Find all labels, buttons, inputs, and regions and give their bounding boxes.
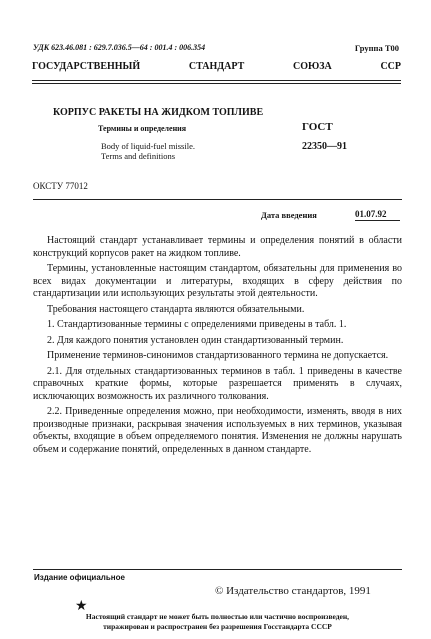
official-edition-label: Издание официальное [34, 573, 125, 582]
document-subtitle: Термины и определения [98, 124, 187, 133]
english-title-line2: Terms and definitions [101, 151, 176, 161]
copyright-notice: © Издательство стандартов, 1991 [215, 585, 371, 597]
reproduction-notice [33, 612, 402, 632]
intro-date-label: Дата введения [261, 210, 317, 220]
group-code: Группа Т00 [354, 43, 399, 53]
paragraph: Применение терминов-синонимов стандартизованного термина не допускается. [47, 350, 389, 361]
reproduction-notice-line1: Настоящий стандарт не может быть полностью или частично воспроизведен, [85, 612, 350, 621]
reproduction-notice-line2: тиражирован и распространен без разрешения Госстандарта СССР [103, 622, 332, 631]
header-rule-top [32, 80, 401, 81]
gost-label: ГОСТ [302, 121, 333, 133]
paragraph: 1. Стандартизованные термины с определениями приведены в табл. 1. [47, 319, 347, 330]
body-text [33, 235, 402, 456]
paragraph: 2. Для каждого понятия установлен один стандартизованный термин. [47, 334, 344, 346]
footer-rule [33, 569, 402, 570]
gost-number: 22350—91 [302, 141, 347, 152]
intro-date-value: 01.07.92 [355, 209, 387, 219]
udk-code: УДК 623.46.081 : 629.7.036.5—64 : 001.4 : 006.354 [33, 43, 206, 52]
paragraph: 2.1. Для отдельных стандартизованных терминов в табл. 1 приведены в качестве справочных краткие формы, которые разрешается применять в случаях, исключающих возможность их различного толкования. [33, 365, 402, 402]
paragraph: Требования настоящего стандарта являются обязательными. [47, 303, 305, 315]
english-title-line1: Body of liquid-fuel missile. [101, 141, 195, 151]
intro-date-underline [355, 220, 400, 221]
paragraph: 2.2. Приведенные определения можно, при необходимости, изменять, вводя в них производные признаки, раскрывая значения используемых в них терминов, указывая объекты, входящие в объем определяемого понятия. Изменения не должны нарушать объем и содержание понятий, определенных в данном стандарте. [33, 406, 402, 455]
paragraph: Термины, установленные настоящим стандартом, обязательны для применения во всех видах документации и литературы, входящих в сферу действия по стандартизации или использующих результаты этой деятельности. [33, 263, 402, 299]
document-title: КОРПУС РАКЕТЫ НА ЖИДКОМ ТОПЛИВЕ [53, 107, 264, 118]
standard-header: ГОСУДАРСТВЕННЫЙ СТАНДАРТ СОЮЗА ССР [32, 61, 401, 72]
star-icon: ★ [75, 599, 88, 614]
date-rule [33, 199, 402, 200]
okstu-code: ОКСТУ 77012 [33, 181, 88, 191]
paragraph: Настоящий стандарт устанавливает термины и определения понятий в области конструкций корпусов ракет на жидком топливе. [33, 235, 402, 259]
header-rule-bottom [32, 83, 401, 84]
